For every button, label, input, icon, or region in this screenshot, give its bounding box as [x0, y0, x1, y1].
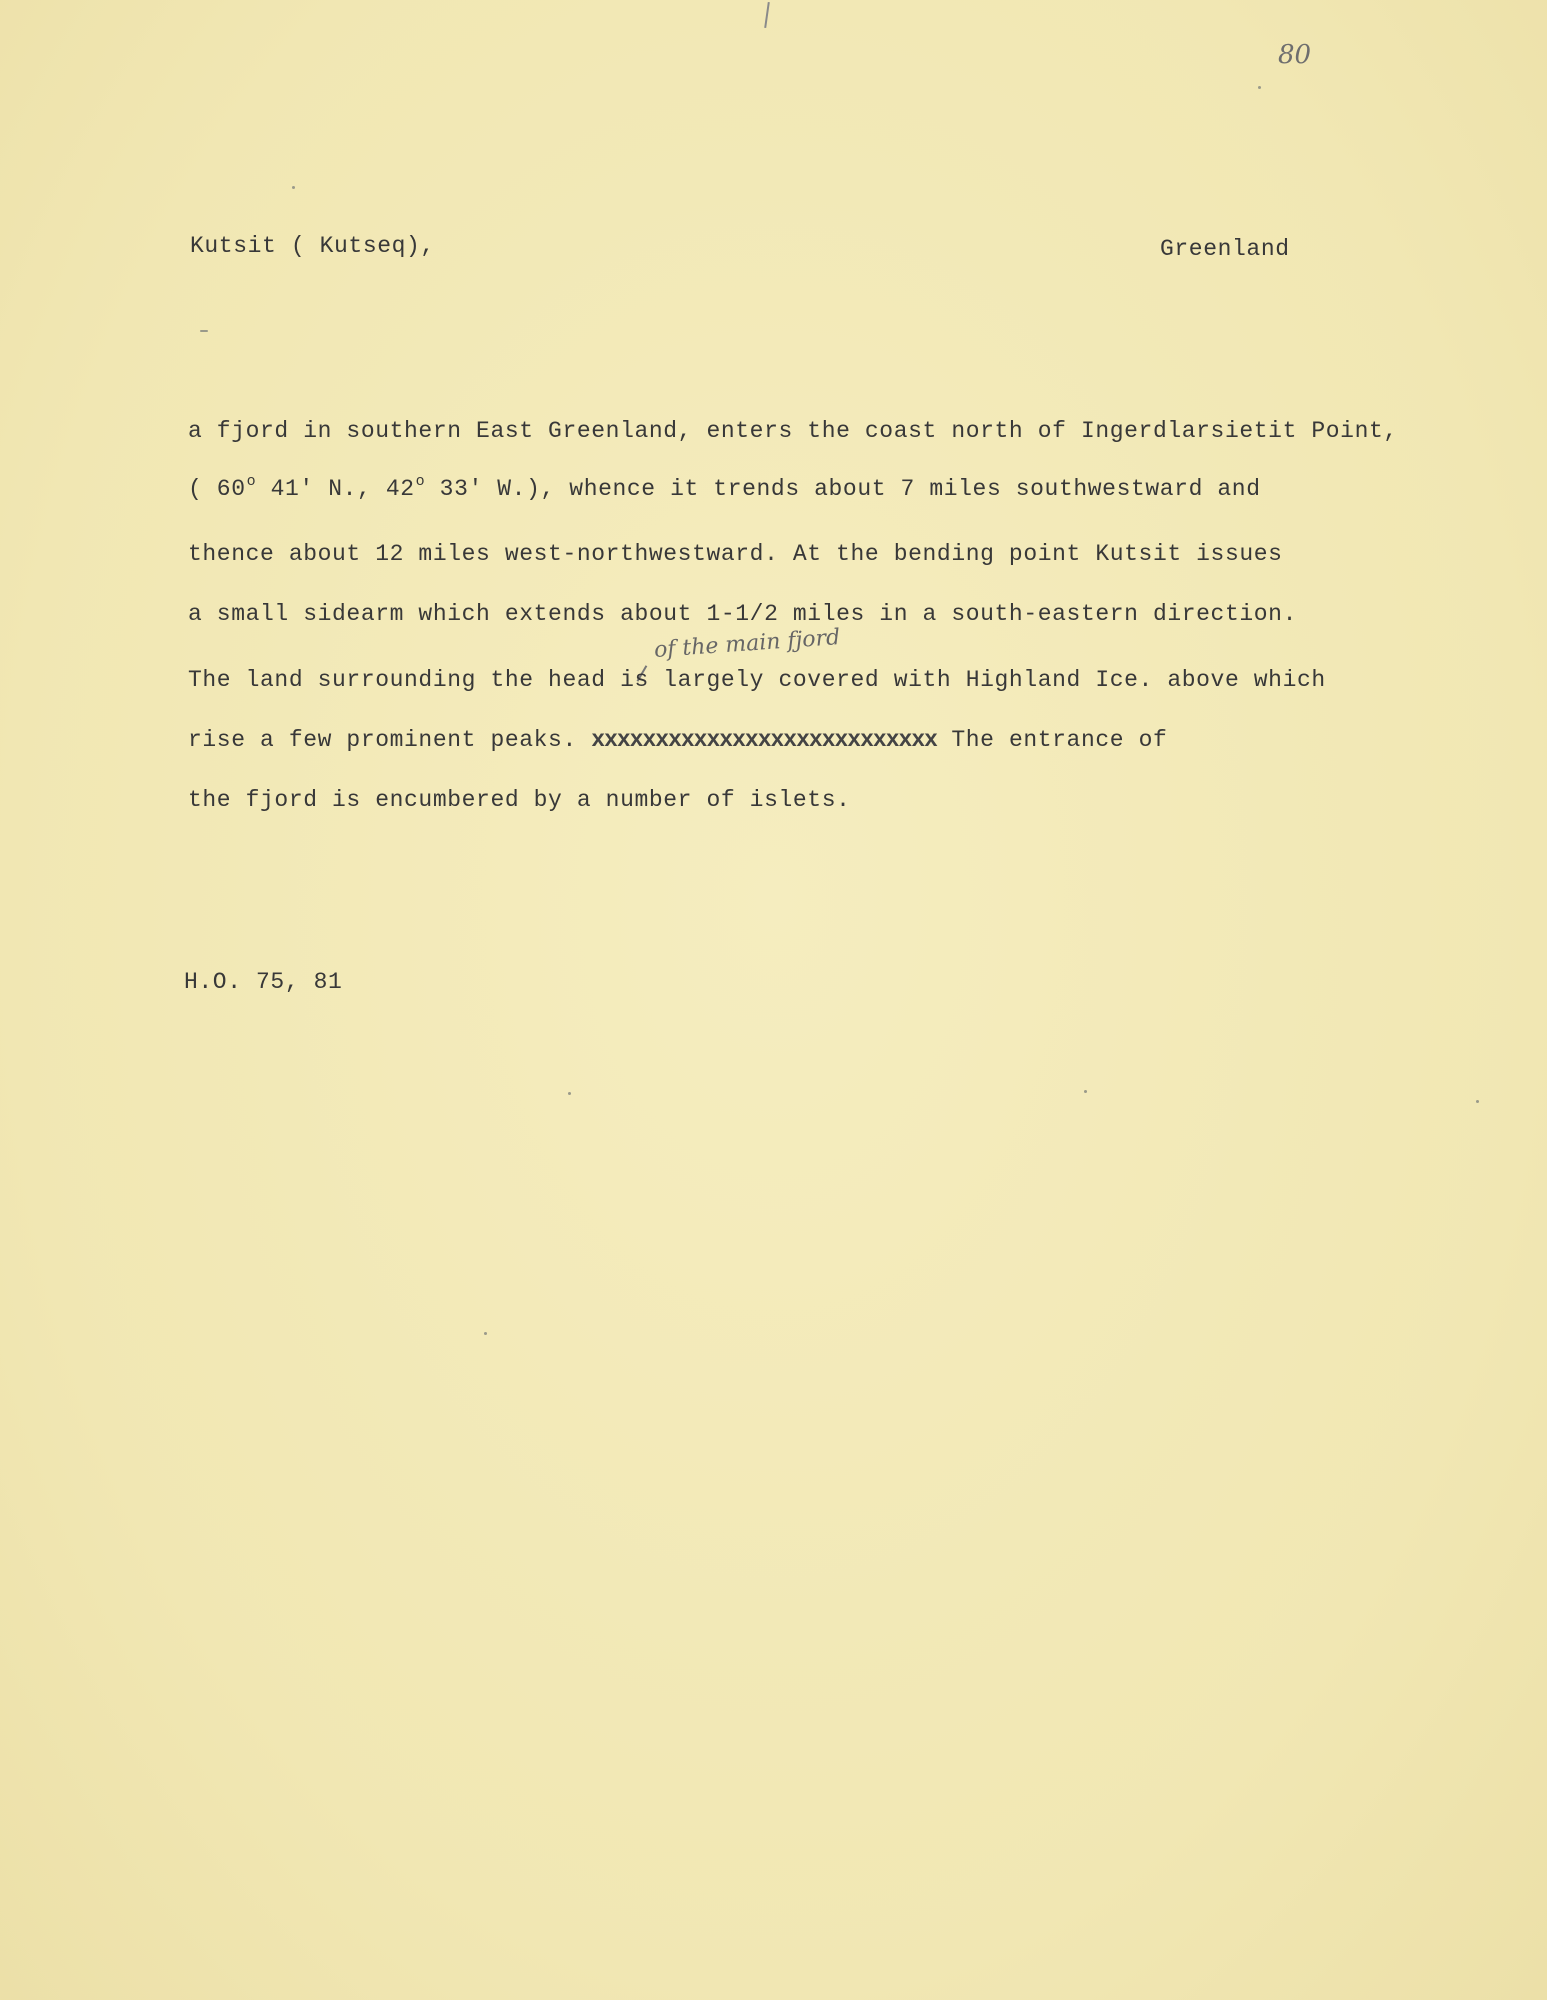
body-line-6: [188, 727, 1167, 753]
body-line-2-part-b: 41' N., 42: [256, 476, 415, 502]
body-line-7: the fjord is encumbered by a number of islets.: [188, 787, 851, 813]
handwritten-insertion: of the main fjord: [653, 625, 841, 663]
entry-region: Greenland: [1160, 236, 1290, 262]
body-line-2: [188, 473, 1261, 502]
paper-speck: [1258, 86, 1261, 89]
body-line-5: The land surrounding the head is largely covered with Highland Ice. above which: [188, 667, 1326, 693]
source-reference: H.O. 75, 81: [184, 969, 343, 995]
paper-speck: [484, 1332, 487, 1335]
paper-speck: [200, 330, 208, 332]
struck-out-text: xxxxxxxxxxxxxxxxxxxxxxxxxxx: [591, 727, 937, 753]
entry-heading: Kutsit ( Kutseq),: [190, 233, 435, 259]
body-line-1: a fjord in southern East Greenland, enters the coast north of Ingerdlarsietit Point,: [188, 418, 1398, 444]
body-line-2-part-c: 33' W.), whence it trends about 7 miles southwestward and: [425, 476, 1261, 502]
body-line-3: thence about 12 miles west-northwestward. At the bending point Kutsit issues: [188, 541, 1283, 567]
page-number: 80: [1278, 40, 1312, 70]
paper-speck: [292, 186, 295, 189]
degree-sign-lon: o: [415, 473, 426, 490]
body-line-6-part-b: The entrance of: [936, 727, 1168, 753]
degree-sign-lat: o: [246, 473, 257, 490]
body-line-2-part-a: ( 60: [188, 476, 246, 502]
body-line-6-part-a: rise a few prominent peaks.: [188, 727, 592, 753]
body-line-4: a small sidearm which extends about 1-1/2 miles in a south-eastern direction.: [188, 601, 1297, 627]
pencil-tick-mark: [764, 2, 770, 28]
paper-speck: [1476, 1100, 1479, 1103]
paper-speck: [1084, 1090, 1087, 1093]
paper-speck: [568, 1092, 571, 1095]
